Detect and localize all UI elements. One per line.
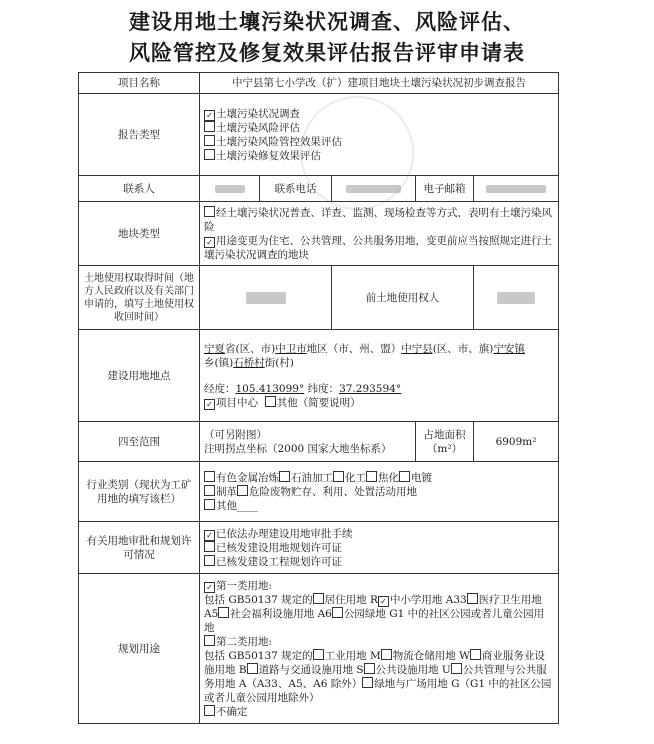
location-address: 宁夏省(区、市)中卫市地区（市、州、盟）中宁县(区、市、旗)宁安镇 乡(镇)石桥村街(村): [204, 342, 525, 369]
checkbox[interactable]: [279, 471, 290, 482]
checkbox[interactable]: [313, 649, 324, 660]
checkbox[interactable]: [362, 677, 373, 688]
land-right-time-redacted: [200, 266, 332, 330]
email-redacted: [474, 176, 559, 202]
approval-options: ✓ 已依法办理建设用地审批手续 已核发建设用地规划许可证 已核发建设工程规划许可证: [200, 522, 559, 574]
report-type-option[interactable]: 土壤污染风险管控效果评估: [204, 135, 554, 149]
contact-name-redacted: [200, 176, 260, 202]
phone-redacted: [332, 176, 416, 202]
checkbox[interactable]: [332, 607, 343, 618]
area-value: 6909m²: [474, 422, 559, 462]
checkbox[interactable]: [265, 396, 276, 407]
checkbox[interactable]: [381, 649, 392, 660]
plot-type-option[interactable]: ✓ 用途变更为住宅、公共管理、公共服务用地，变更前应当按照规定进行土壤污染状况调查的地块: [204, 234, 552, 261]
checkbox[interactable]: [204, 206, 215, 217]
row-boundary: [79, 422, 559, 462]
row-industry: [79, 462, 559, 522]
project-name-value: 中宁县第七小学改（扩）建项目地块土壤污染状况初步调查报告: [200, 73, 559, 94]
prev-user-label: 前土地使用权人: [332, 266, 474, 330]
checkbox[interactable]: [366, 471, 377, 482]
checkbox[interactable]: [364, 663, 375, 674]
row-planning: [79, 574, 559, 724]
location-point-options: ✓ 项目中心 其他（简要说明）: [204, 396, 554, 410]
row-land-right: [79, 266, 559, 330]
application-form-table: [78, 72, 559, 724]
checkbox-checked[interactable]: ✓: [204, 530, 215, 541]
contact-label: 联系人: [79, 176, 200, 202]
planning-options: ✓ 第一类用地: 包括 GB50137 规定的 居住用地 R ✓ 中小学用地 A33 医疗卫生用地 A5 社会福利设施用地 A6 公园绿地 G1 中的社区公园或者儿童公园用地 第二类用地: 包括 GB50137 规定的 工业用地 M 物流仓储用地 W 商业服务业设施用地 B 道路与交通设施用地 S 公共设施用地 U 公共管理与公共服务用地 A（A33、A5、A6 除外） 绿地与广场用地 G（G1 中的社区公园或者儿童公园用地除外） 不确定: [200, 574, 559, 724]
report-type-option[interactable]: ✓ 土壤污染状况调查: [204, 107, 554, 121]
report-type-option[interactable]: 土壤污染风险评估: [204, 121, 554, 135]
checkbox[interactable]: [333, 471, 344, 482]
row-approval: [79, 522, 559, 574]
checkbox-checked[interactable]: ✓: [378, 596, 389, 607]
form-title-line-1: 建设用地土壤污染状况调查、风险评估、: [129, 9, 525, 34]
checkbox[interactable]: [467, 593, 478, 604]
prev-user-redacted: [474, 266, 559, 330]
phone-label: 联系电话: [260, 176, 332, 202]
checkbox[interactable]: [313, 593, 324, 604]
checkbox-checked[interactable]: ✓: [204, 110, 215, 121]
industry-options: 有色金属冶炼 石油加工 化工 焦化 电镀 制革 危险废物贮存、利用、处置活动用地 其他____: [200, 462, 559, 522]
area-label: 占地面积 （m²）: [416, 422, 474, 462]
checkbox[interactable]: [204, 149, 215, 160]
checkbox[interactable]: [204, 121, 215, 132]
checkbox-checked[interactable]: ✓: [204, 237, 215, 248]
plot-type-option[interactable]: 经土壤污染状况普查、详查、监测、现场检查等方式，表明有土壤污染风险: [204, 206, 552, 233]
checkbox[interactable]: [204, 485, 215, 496]
form-title-line-2: 风险管控及修复效果评估报告评审申请表: [129, 40, 525, 65]
location-coordinates: 经度：105.413099° 纬度：37.293594°: [204, 382, 402, 395]
boundary-value: （可另附图） 注明拐点坐标（2000 国家大地坐标系）: [200, 422, 416, 462]
location-label: 建设用地地点: [79, 330, 200, 422]
checkbox-checked[interactable]: ✓: [204, 582, 215, 593]
approval-label: 有关用地审批和规划许可情况: [79, 522, 200, 574]
checkbox-checked[interactable]: ✓: [204, 399, 215, 410]
checkbox[interactable]: [204, 705, 215, 716]
industry-label: 行业类别（现状为工矿用地的填写该栏）: [79, 462, 200, 522]
row-location: [79, 330, 559, 422]
email-label: 电子邮箱: [416, 176, 474, 202]
report-type-label: 报告类型: [79, 94, 200, 176]
checkbox[interactable]: [399, 471, 410, 482]
checkbox[interactable]: [204, 635, 215, 646]
row-project-name: [79, 73, 559, 94]
report-type-options: [200, 94, 559, 176]
checkbox[interactable]: [204, 471, 215, 482]
location-value: [200, 330, 559, 422]
checkbox[interactable]: [470, 649, 481, 660]
row-plot-type: [79, 202, 559, 266]
planning-label: 规划用途: [79, 574, 200, 724]
plot-type-label: 地块类型: [79, 202, 200, 266]
project-name-label: 项目名称: [79, 73, 200, 94]
checkbox[interactable]: [218, 607, 229, 618]
report-type-option[interactable]: 土壤污染修复效果评估: [204, 149, 554, 163]
boundary-label: 四至范围: [79, 422, 200, 462]
checkbox[interactable]: [237, 485, 248, 496]
checkbox[interactable]: [204, 499, 215, 510]
plot-type-options: [200, 202, 559, 266]
checkbox[interactable]: [451, 663, 462, 674]
row-report-type: [79, 94, 559, 176]
checkbox[interactable]: [204, 135, 215, 146]
checkbox[interactable]: [204, 541, 215, 552]
land-right-label: 土地使用权取得时间（地方人民政府以及有关部门申请的，填写土地使用权收回时间）: [79, 266, 200, 330]
checkbox[interactable]: [204, 555, 215, 566]
row-contact: [79, 176, 559, 202]
checkbox[interactable]: [247, 663, 258, 674]
